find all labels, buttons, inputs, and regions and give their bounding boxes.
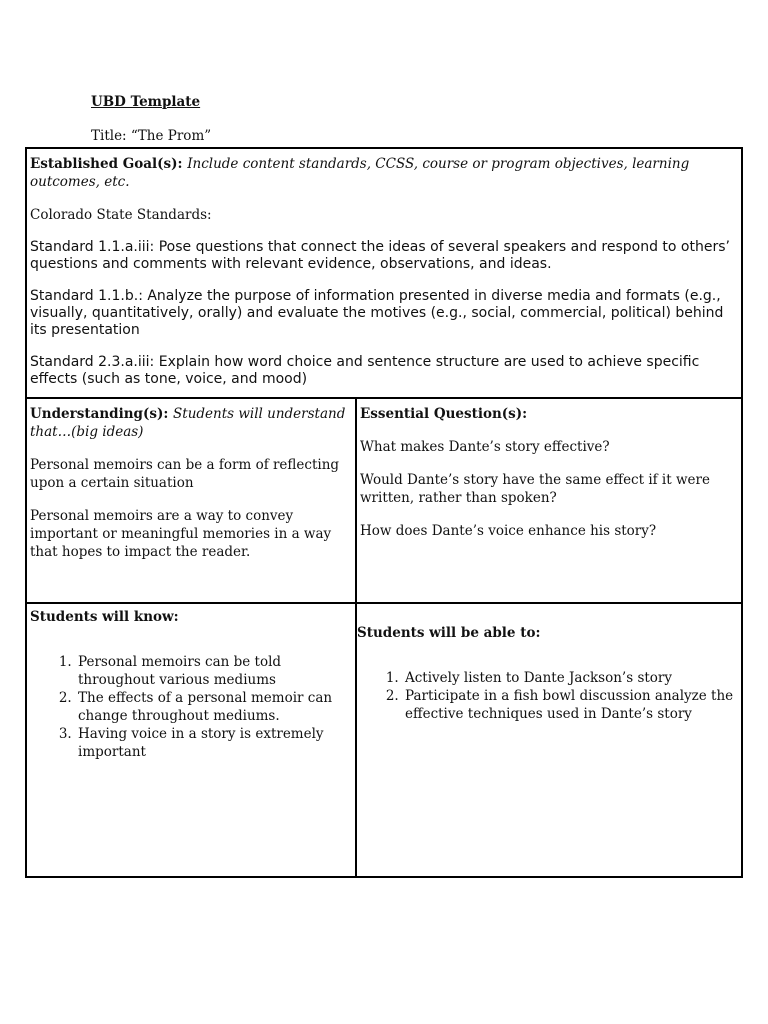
understanding-item-1: Personal memoirs can be a form of reflecting upon a certain situation: [30, 457, 340, 491]
able-label: Students will be able to:: [357, 625, 541, 641]
goals-label: Established Goal(s):: [30, 156, 188, 172]
know-cell: [30, 608, 352, 761]
know-item-3: 3. Having voice in a story is extremely important: [76, 725, 352, 761]
essential-questions-cell: [360, 405, 742, 540]
essential-questions-label: Essential Question(s):: [360, 406, 528, 422]
standard-3: Standard 2.3.a.iii: Explain how word choice and sentence structure are used to achieve specific effects (such as tone, voice, and mood): [30, 354, 700, 387]
ubd-table: [25, 147, 743, 878]
know-label: Students will know:: [30, 609, 179, 625]
know-item-2: 2. The effects of a personal memoir can change throughout mediums.: [76, 689, 352, 725]
able-item-2: 2. Participate in a fish bowl discussion analyze the effective techniques used in Dante’s story: [403, 687, 742, 723]
standard-1: Standard 1.1.a.iii: Pose questions that connect the ideas of several speakers and respond to others’ questions and comments with relevant evidence, observations, and ideas.: [30, 239, 730, 272]
able-list: [357, 669, 742, 723]
essential-question-2: Would Dante’s story have the same effect if it were written, rather than spoken?: [360, 472, 710, 506]
able-cell: [357, 624, 742, 723]
understandings-hint: Students will understand that…(big ideas): [30, 406, 346, 440]
understandings-label: Understanding(s):: [30, 406, 174, 422]
understanding-item-2: Personal memoirs are a way to convey important or meaningful memories in a way that hopes to impact the reader.: [30, 508, 332, 560]
goals-heading: [30, 155, 740, 191]
understandings-cell: [30, 405, 352, 561]
goals-cell: [30, 155, 740, 388]
goals-hint: Include content standards, CCSS, course or program objectives, learning outcomes, etc.: [30, 156, 690, 190]
able-item-1: 1. Actively listen to Dante Jackson’s story: [403, 669, 742, 687]
document-title: UBD Template: [91, 94, 201, 110]
understandings-heading: [30, 405, 352, 441]
row-divider-1: [27, 397, 741, 399]
know-item-1: 1. Personal memoirs can be told throughout various mediums: [76, 653, 352, 689]
essential-question-1: What makes Dante’s story effective?: [360, 439, 610, 455]
essential-question-3: How does Dante’s voice enhance his story?: [360, 523, 657, 539]
standard-2: Standard 1.1.b.: Analyze the purpose of information presented in diverse media and formats (e.g., visually, quantitatively, orally) and evaluate the motives (e.g., social, commercial, political) behind its presentation: [30, 288, 724, 338]
row-divider-2: [27, 602, 741, 604]
goals-intro: Colorado State Standards:: [30, 207, 212, 223]
document-subtitle: Title: “The Prom”: [91, 128, 212, 144]
know-list: [30, 653, 352, 761]
